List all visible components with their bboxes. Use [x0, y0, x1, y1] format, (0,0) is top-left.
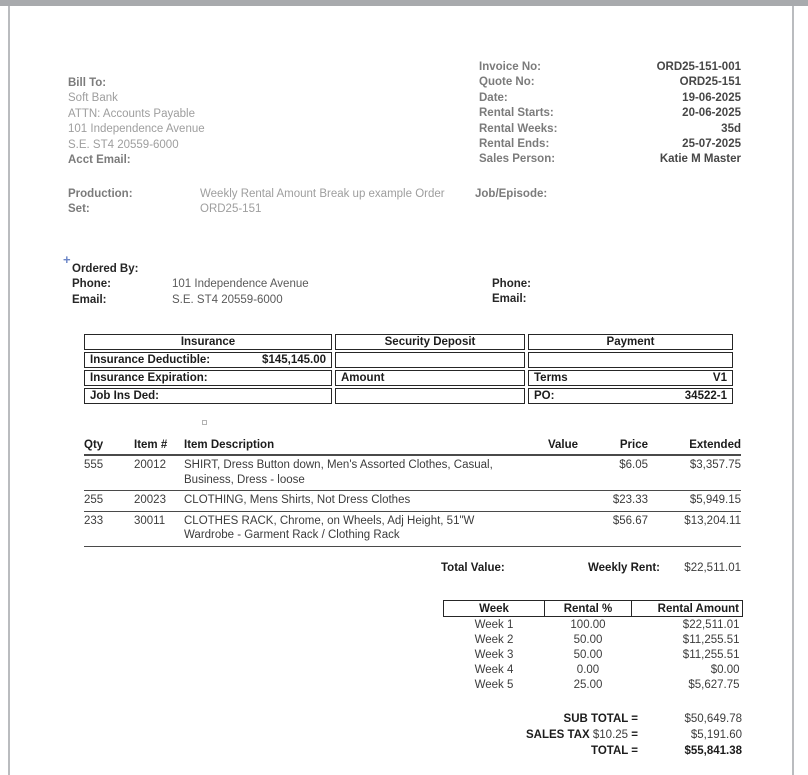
sales-person-value: Katie M Master: [659, 153, 741, 166]
bill-to-company: Soft Bank: [68, 92, 118, 105]
page-top-edge: [0, 0, 808, 6]
item-value: [494, 511, 580, 546]
ordered-by-block: [72, 262, 472, 308]
week-rental-amount: $0.00: [710, 664, 740, 677]
ordered-by-row: [72, 262, 472, 277]
phone-label: Phone:: [72, 278, 111, 291]
po-value: 34522-1: [684, 390, 727, 402]
item-description: CLOTHING, Mens Shirts, Not Dress Clothes: [178, 491, 494, 512]
value-header: Value: [494, 438, 580, 455]
terms-value: V1: [712, 372, 727, 384]
rental-weeks-label: Rental Weeks:: [479, 122, 558, 135]
job-ins-ded-label: Job Ins Ded:: [84, 388, 332, 404]
email-row: [72, 293, 472, 308]
week-rental-pct: 100.00: [570, 618, 606, 631]
qty-header: Qty: [84, 438, 128, 455]
extended-header: Extended: [648, 438, 741, 455]
sales-tax-label: [400, 727, 638, 743]
email-label: Email:: [72, 293, 107, 306]
week-rental-amount: $11,255.51: [682, 633, 740, 646]
meta-row-rental-starts: [479, 106, 741, 121]
acct-email-label: Acct Email:: [68, 154, 131, 167]
date-label: Date:: [479, 91, 508, 104]
item-extended: $3,357.75: [648, 455, 741, 491]
rental-weeks-value: 35d: [721, 122, 741, 135]
production-row: [68, 187, 468, 202]
rental-amount-header: Rental Amount: [632, 601, 743, 617]
insurance-deductible-row: [84, 352, 733, 368]
item-description: CLOTHES RACK, Chrome, on Wheels, Adj Height, 51"W Wardrobe - Garment Rack / Clothing Rack: [178, 511, 494, 546]
week-rental-amount: $5,627.75: [688, 679, 740, 692]
rental-pct-header: Rental %: [545, 601, 632, 617]
item-extended: $5,949.15: [648, 491, 741, 512]
meta-row-date: [479, 91, 741, 106]
insurance-expiration-row: [84, 370, 733, 386]
week-rental-amount: $11,255.51: [682, 648, 740, 661]
object-anchor-square-icon: [202, 420, 207, 425]
set-value: ORD25-151: [200, 203, 262, 216]
rental-starts-value: 20-06-2025: [682, 107, 741, 120]
sales-tax-value: $5,191.60: [690, 729, 742, 741]
week-rental-amount: $22,511.01: [682, 618, 740, 631]
insurance-header-row: [84, 334, 733, 350]
amount-label: Amount: [335, 370, 525, 386]
invoice-no-value: ORD25-151-001: [656, 61, 741, 73]
bill-to-attn: ATTN: Accounts Payable: [68, 107, 195, 120]
meta-row-sales-person: [479, 152, 741, 167]
production-block: [68, 187, 468, 218]
set-row: [68, 202, 468, 217]
week-name: Week 4: [474, 664, 514, 677]
po-label: PO:: [534, 390, 555, 402]
ordered-by-label: Ordered By:: [72, 263, 139, 275]
week-row-2: [444, 632, 743, 647]
rental-ends-label: Rental Ends:: [479, 138, 550, 151]
week-row-4: [444, 663, 743, 678]
weekly-rent-value: $22,511.01: [684, 562, 741, 574]
week-rental-pct: 50.00: [573, 633, 603, 646]
line-items-table: [84, 438, 741, 547]
bill-to-block: [68, 76, 368, 168]
date-value: 19-06-2025: [682, 91, 741, 104]
meta-row-rental-ends: [479, 137, 741, 152]
phone-row: [72, 277, 472, 292]
production-label: Production:: [68, 188, 133, 200]
week-header: Week: [444, 601, 545, 617]
total-value-label: Total Value:: [441, 562, 505, 574]
page-left-edge: [8, 6, 10, 775]
item-qty: 255: [84, 491, 128, 512]
invoice-meta-block: [479, 60, 741, 168]
price-header: Price: [580, 438, 648, 455]
item-number: 20012: [128, 455, 178, 491]
item-row-1: [84, 455, 741, 491]
production-value: Weekly Rental Amount Break up example Order: [200, 188, 445, 200]
sales-tax-rate: $10.25: [592, 729, 629, 741]
po-cell: [528, 388, 733, 404]
security-deposit-blank-cell: [335, 352, 525, 368]
week-rental-pct: 50.00: [573, 648, 603, 661]
week-name: Week 3: [474, 648, 514, 661]
sub-total-row: [400, 711, 742, 727]
item-row-2: [84, 491, 741, 512]
item-number: 30011: [128, 511, 178, 546]
amount-blank-cell: [335, 388, 525, 404]
item-price: $56.67: [580, 511, 648, 546]
email-value: S.E. ST4 20559-6000: [172, 293, 283, 306]
sales-tax-row: [400, 727, 742, 743]
weekly-rental-table: [443, 600, 742, 693]
bill-to-address2: S.E. ST4 20559-6000: [68, 138, 179, 151]
item-price: $23.33: [580, 491, 648, 512]
set-label: Set:: [68, 203, 90, 216]
week-rental-pct: 25.00: [573, 679, 603, 692]
terms-label: Terms: [534, 372, 568, 384]
phone2-label: Phone:: [492, 278, 531, 290]
insurance-payment-table: [84, 332, 736, 406]
total-value: $55,841.38: [684, 745, 742, 757]
item-qty: 555: [84, 455, 128, 491]
sales-tax-prefix: SALES TAX: [526, 729, 593, 741]
meta-row-quote-no: [479, 75, 741, 90]
table-move-handle-icon[interactable]: +: [63, 252, 71, 267]
meta-row-rental-weeks: [479, 122, 741, 137]
item-description: SHIRT, Dress Button down, Men's Assorted Clothes, Casual, Business, Dress - loose: [178, 455, 494, 491]
quote-no-label: Quote No:: [479, 76, 535, 89]
item-value: [494, 455, 580, 491]
item-row-3: [84, 511, 741, 546]
total-label: TOTAL =: [591, 745, 638, 757]
insurance-header: Insurance: [84, 334, 332, 350]
week-name: Week 2: [474, 633, 514, 646]
weekly-rent-label: Weekly Rent:: [588, 562, 661, 574]
insurance-deductible-label: Insurance Deductible:: [90, 354, 211, 366]
rental-starts-label: Rental Starts:: [479, 107, 554, 120]
week-row-3: [444, 647, 743, 662]
sub-total-label: SUB TOTAL =: [563, 713, 638, 725]
invoice-no-label: Invoice No:: [479, 61, 541, 73]
job-ins-ded-row: [84, 388, 733, 404]
week-row-5: [444, 678, 743, 693]
bill-to-address1: 101 Independence Avenue: [68, 123, 205, 136]
insurance-deductible-cell: [84, 352, 332, 368]
item-extended: $13,204.11: [648, 511, 741, 546]
meta-row-invoice-no: [479, 60, 741, 75]
phone-value: 101 Independence Avenue: [172, 278, 309, 291]
security-deposit-header: Security Deposit: [335, 334, 525, 350]
total-row: [400, 743, 742, 759]
week-name: Week 5: [474, 679, 514, 692]
items-header-row: [84, 438, 741, 455]
item-value: [494, 491, 580, 512]
job-episode-label: Job/Episode:: [475, 188, 548, 200]
quote-no-value: ORD25-151: [679, 76, 741, 89]
week-header-row: [444, 601, 743, 617]
sales-tax-suffix: =: [628, 729, 638, 741]
item-price: $6.05: [580, 455, 648, 491]
insurance-expiration-label: Insurance Expiration:: [84, 370, 332, 386]
ordered-by-right-block: [492, 277, 531, 308]
item-qty: 233: [84, 511, 128, 546]
insurance-deductible-value: $145,145.00: [262, 354, 326, 366]
summary-totals-block: [400, 711, 742, 759]
week-rental-pct: 0.00: [576, 664, 600, 677]
rental-ends-value: 25-07-2025: [682, 138, 741, 151]
item-no-header: Item #: [128, 438, 178, 455]
bill-to-label: Bill To:: [68, 77, 107, 89]
page-right-edge: [792, 6, 794, 775]
item-number: 20023: [128, 491, 178, 512]
sub-total-value: $50,649.78: [684, 713, 742, 725]
description-header: Item Description: [178, 438, 494, 455]
email2-label: Email:: [492, 293, 527, 306]
week-row-1: [444, 617, 743, 633]
payment-header: Payment: [528, 334, 733, 350]
week-name: Week 1: [474, 618, 514, 631]
sales-person-label: Sales Person:: [479, 153, 556, 166]
terms-cell: [528, 370, 733, 386]
payment-blank-cell: [528, 352, 733, 368]
